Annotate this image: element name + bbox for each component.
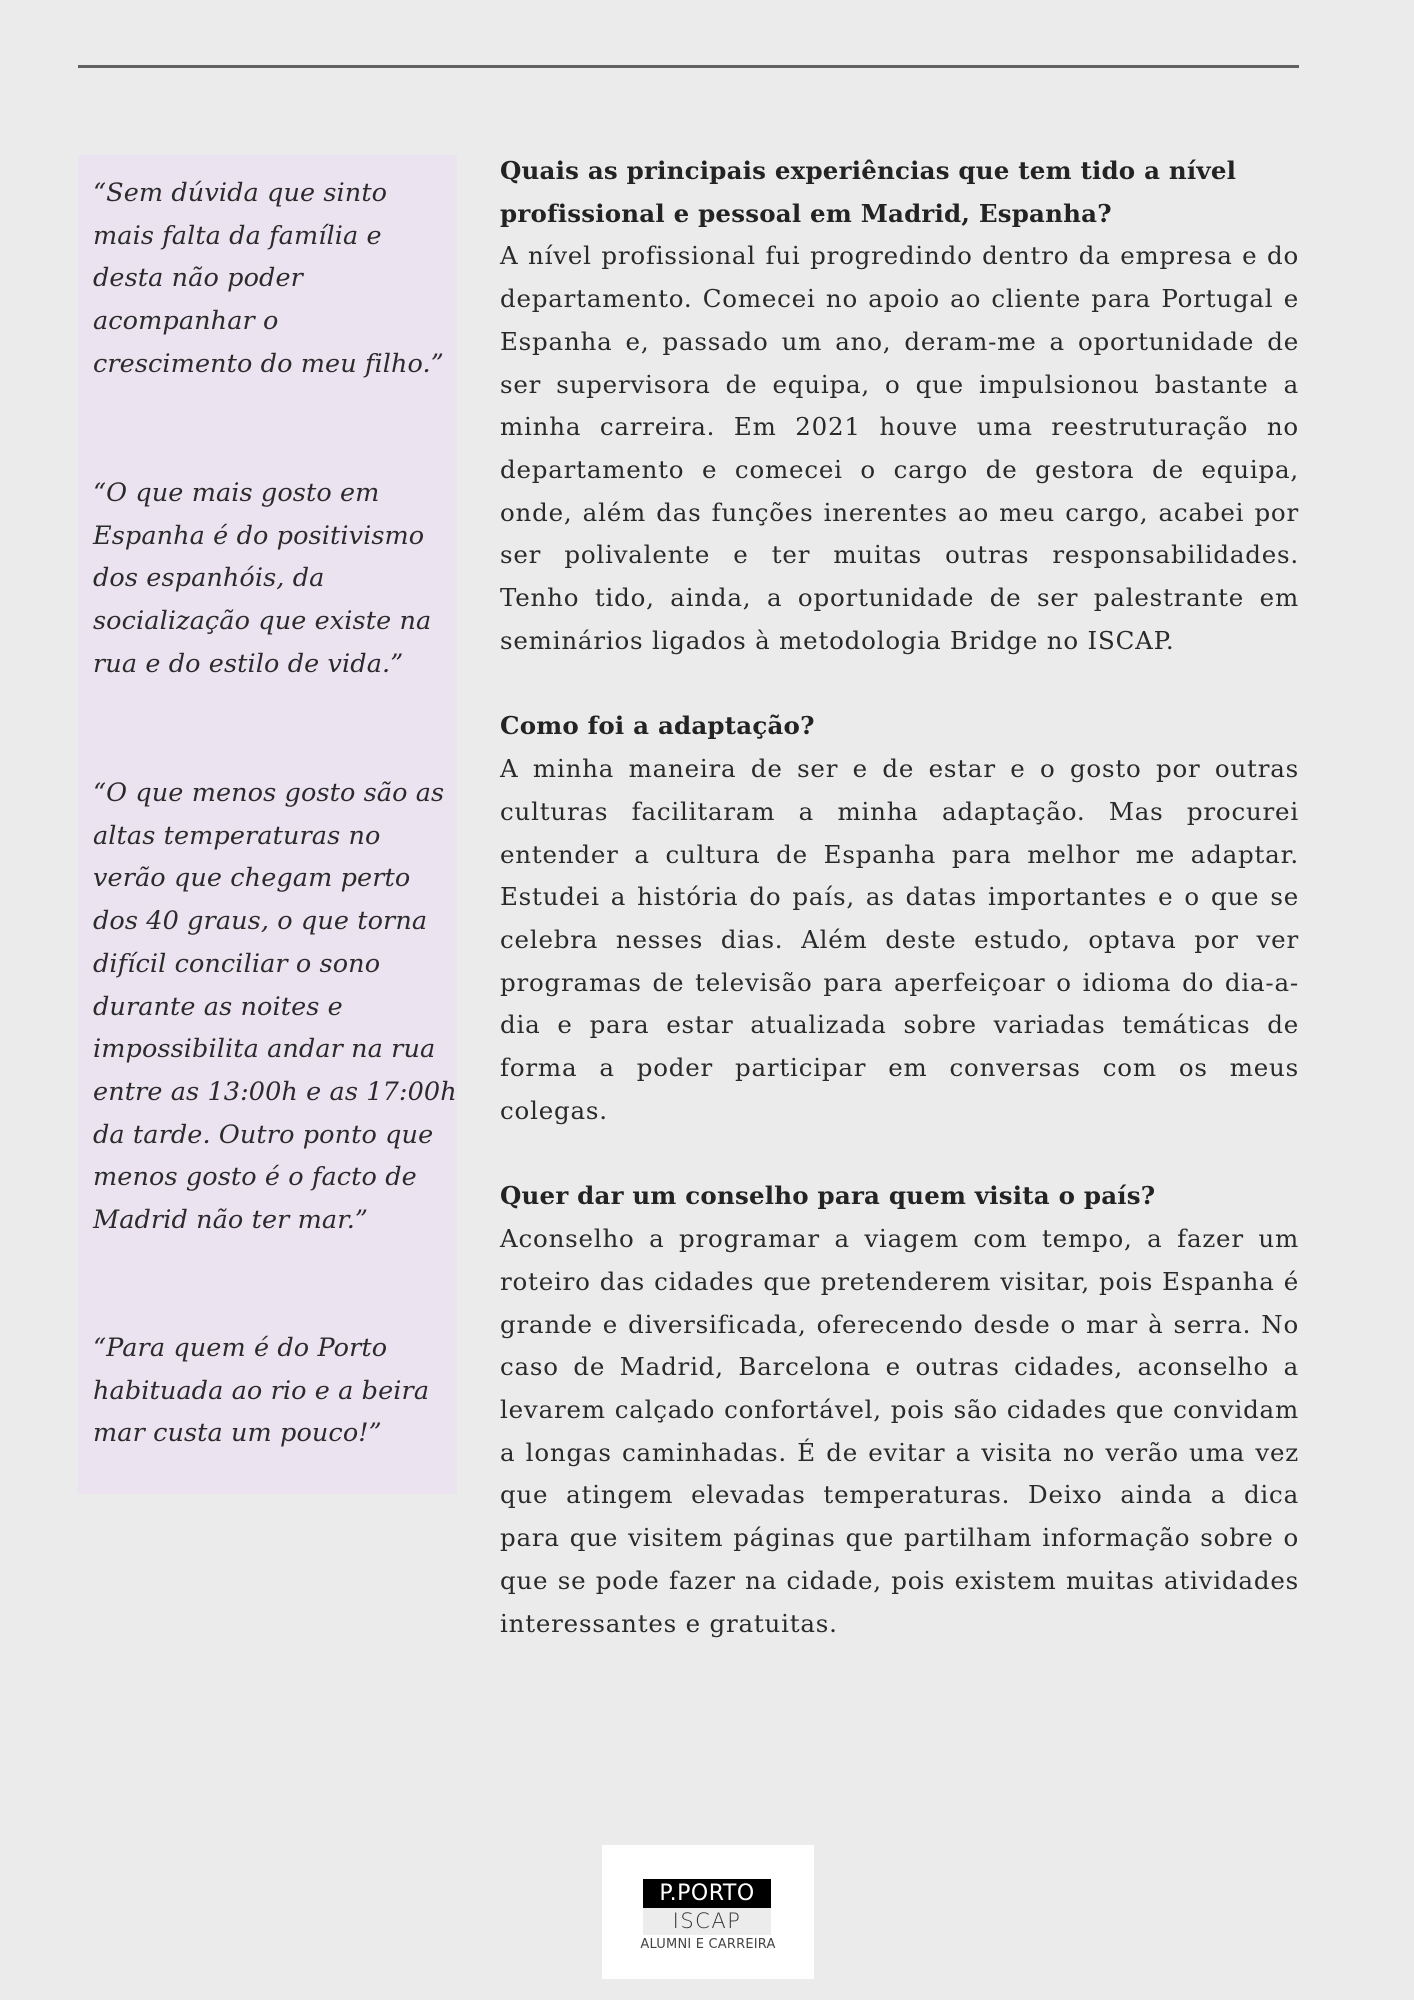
logo-iscap-label: ISCAP (643, 1908, 771, 1935)
pporto-iscap-alumni-logo (602, 1845, 814, 1979)
pull-quote: “Sem dúvida que sinto mais falta da família e desta não poder acompanhar o crescimento do meu filho.” (93, 178, 444, 379)
pull-quote: “O que mais gosto em Espanha é do positivismo dos espanhóis, da socialização que existe na rua e do estilo de vida.” (93, 478, 432, 679)
logo-pporto-label: P.PORTO (643, 1879, 771, 1908)
interview-answer: A minha maneira de ser e de estar e o gosto por outras culturas facilitaram a minha adaptação. Mas procurei entender a cultura de Espanha para melhor me adaptar. Estudei a história do país, as datas importantes e o que se celebra nesses dias. Além deste estudo, optava por ver programas de televisão para aperfeiçoar o idioma do dia-a-dia e para estar atualizada sobre variadas temáticas de forma a poder participar em conversas com os meus colegas. (500, 754, 1299, 1125)
pull-quote: “O que menos gosto são as altas temperaturas no verão que chegam perto dos 40 graus, o que torna difícil conciliar o sono durante as noites e impossibilita andar na rua entre as 13:00h e as 17:00h da tarde. Outro ponto que menos gosto é o facto de Madrid não ter mar.” (93, 778, 457, 1236)
interview-answer: Aconselho a programar a viagem com tempo, a fazer um roteiro das cidades que pretenderem visitar, pois Espanha é grande e diversificada, oferecendo desde o mar à serra. No caso de Madrid, Barcelona e outras cidades, aconselho a levarem calçado confortável, pois são cidades que convidam a longas caminhadas. É de evitar a visita no verão uma vez que atingem elevadas temperaturas. Deixo ainda a dica para que visitem páginas que partilham informação sobre o que se pode fazer na cidade, pois existem muitas atividades interessantes e gratuitas. (500, 1224, 1299, 1638)
pull-quote: “Para quem é do Porto habituada ao rio e a beira mar custa um pouco!” (93, 1333, 430, 1449)
interview-section-experiences (500, 150, 1299, 662)
interview-question: Quais as principais experiências que tem tido a nível profissional e pessoal em Madrid, Espanha? (500, 156, 1237, 228)
pull-quotes-sidebar (78, 155, 457, 1494)
top-divider-rule (78, 65, 1299, 68)
interview-answer: A nível profissional fui progredindo dentro da empresa e do departamento. Comecei no apoio ao cliente para Portugal e Espanha e, passado um ano, deram-me a oportunidade de ser supervisora de equipa, o que impulsionou bastante a minha carreira. Em 2021 houve uma reestruturação no departamento e comecei o cargo de gestora de equipa, onde, além das funções inerentes ao meu cargo, acabei por ser polivalente e ter muitas outras responsabilidades. Tenho tido, ainda, a oportunidade de ser palestrante em seminários ligados à metodologia Bridge no ISCAP. (500, 241, 1299, 655)
interview-article (500, 150, 1299, 1688)
interview-question: Como foi a adaptação? (500, 711, 815, 741)
interview-section-advice (500, 1175, 1299, 1645)
interview-section-adaptation (500, 705, 1299, 1132)
logo-alumni-label: ALUMNI E CARREIRA (640, 1937, 776, 1952)
interview-question: Quer dar um conselho para quem visita o país? (500, 1181, 1156, 1211)
